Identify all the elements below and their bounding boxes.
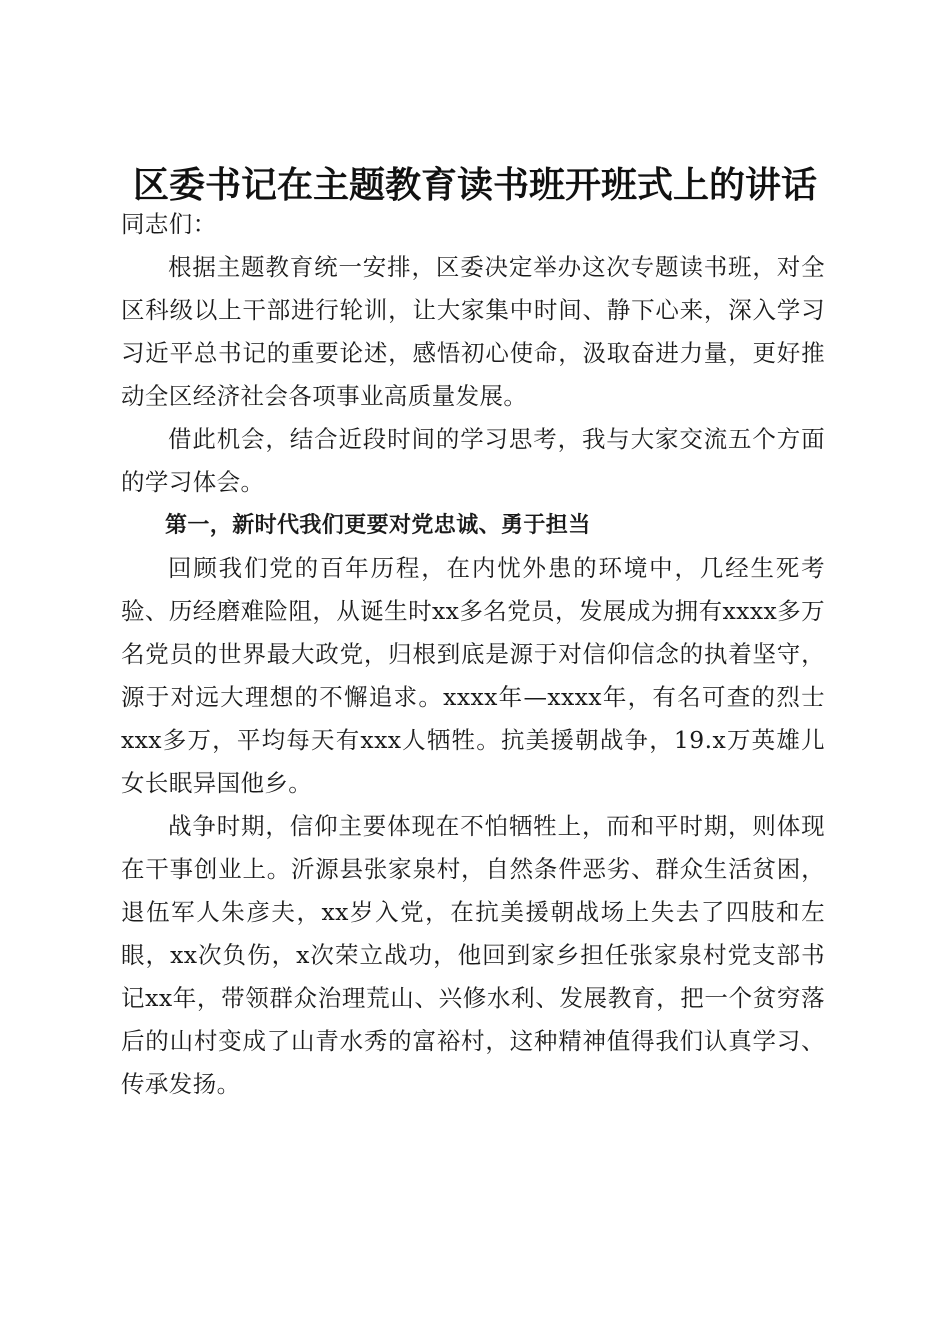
paragraph-example: 战争时期，信仰主要体现在不怕牺牲上，而和平时期，则体现在干事创业上。沂源县张家泉村，自然条件恶劣、群众生活贫困，退伍军人朱彦夫，xx岁入党，在抗美援朝战场上失去了四肢和左眼，xx次负伤，x次荣立战功，他回到家乡担任张家泉村党支部书记xx年，带领群众治理荒山、兴修水利、发展教育，把一个贫穷落后的山村变成了山青水秀的富裕村，这种精神值得我们认真学习、传承发扬。 bbox=[121, 812, 825, 1098]
paragraph-history: 回顾我们党的百年历程，在内忧外患的环境中，几经生死考验、历经磨难险阻，从诞生时xx多名党员，发展成为拥有xxxx多万名党员的世界最大政党，归根到底是源于对信仰信念的执着坚守，源于对远大理想的不懈追求。xxxx年—xxxx年，有名可查的烈士xxx多万，平均每天有xxx人牺牲。抗美援朝战争，19.x万英雄儿女长眠异国他乡。 bbox=[121, 554, 825, 797]
document-title: 区委书记在主题教育读书班开班式上的讲话 bbox=[132, 164, 817, 207]
salutation: 同志们： bbox=[121, 210, 217, 238]
paragraph-purpose: 借此机会，结合近段时间的学习思考，我与大家交流五个方面的学习体会。 bbox=[121, 425, 825, 496]
paragraph-intro: 根据主题教育统一安排，区委决定举办这次专题读书班，对全区科级以上干部进行轮训，让大家集中时间、静下心来，深入学习习近平总书记的重要论述，感悟初心使命，汲取奋进力量，更好推动全区经济社会各项事业高质量发展。 bbox=[121, 253, 825, 410]
document-body bbox=[121, 203, 825, 1106]
section-heading: 第一，新时代我们更要对党忠诚、勇于担当 bbox=[165, 512, 591, 538]
